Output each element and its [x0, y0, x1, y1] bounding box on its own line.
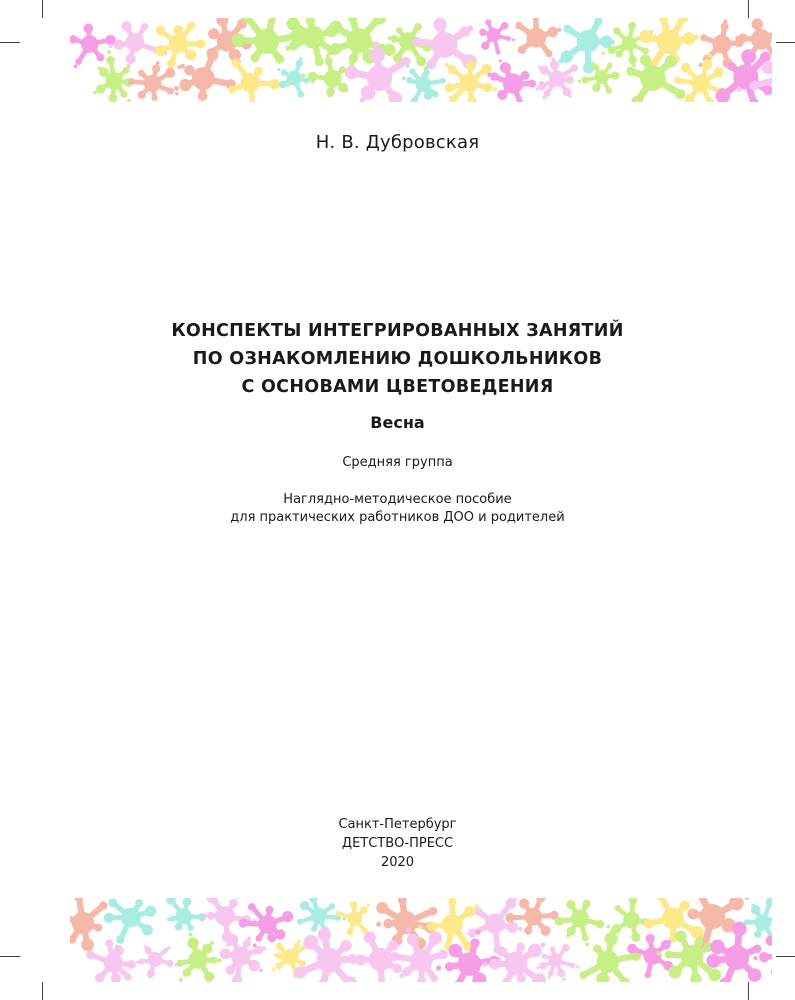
paint-splash: [329, 18, 395, 66]
crop-mark-bottom-right-v: [748, 982, 749, 1000]
paint-splash-border-bottom: [70, 898, 772, 982]
paint-splash: [228, 58, 290, 102]
paint-splash: [487, 62, 543, 102]
crop-mark-top-left-h: [0, 42, 20, 43]
title-line: ПО ОЗНАКОМЛЕНИЮ ДОШКОЛЬНИКОВ: [192, 349, 603, 369]
paint-splash: [70, 898, 108, 958]
description-line: Наглядно-методическое пособие: [283, 492, 512, 507]
paint-splash: [445, 61, 497, 102]
paint-splash: [612, 898, 650, 942]
title-line: С ОСНОВАМИ ЦВЕТОВЕДЕНИЯ: [241, 377, 554, 397]
paint-splash: [155, 21, 205, 68]
book-description: [0, 491, 795, 527]
crop-mark-top-left-v: [42, 0, 43, 18]
season-subtitle: Весна: [370, 413, 425, 432]
author-name: Н. В. Дубровская: [315, 132, 480, 153]
paint-splash: [515, 18, 561, 57]
crop-mark-bottom-right-h: [776, 956, 795, 957]
paint-splash: [418, 898, 478, 951]
imprint: [0, 815, 795, 872]
paint-splash: [301, 54, 348, 98]
age-group: Средняя группа: [342, 455, 453, 470]
paint-splash: [402, 64, 446, 102]
crop-mark-bottom-left-v: [42, 982, 43, 1000]
title-line: КОНСПЕКТЫ ИНТЕГРИРОВАННЫХ ЗАНЯТИЙ: [171, 321, 624, 341]
paint-splash: [558, 18, 614, 73]
paint-splash: [536, 57, 579, 99]
paint-splash: [294, 927, 362, 982]
description-line: для практических работников ДОО и родителей: [230, 510, 565, 525]
paint-splash: [174, 50, 236, 101]
paint-splash: [482, 942, 546, 982]
paint-splash: [336, 901, 371, 935]
paint-splash: [166, 898, 206, 931]
crop-mark-top-right-v: [748, 0, 749, 18]
paint-splash: [479, 19, 515, 62]
imprint-year: 2020: [380, 855, 415, 870]
paint-splash: [555, 900, 611, 947]
crop-mark-top-right-h: [776, 42, 795, 43]
paint-splash-border-top: [70, 18, 772, 102]
imprint-city: Санкт-Петербург: [338, 817, 457, 832]
book-title: [0, 317, 795, 401]
paint-splash-pattern: [70, 898, 772, 982]
imprint-publisher: ДЕТСТВО-ПРЕСС: [341, 836, 454, 851]
paint-splash-pattern: [70, 18, 772, 102]
paint-splash: [176, 932, 221, 982]
crop-mark-bottom-left-h: [0, 956, 20, 957]
paint-splash: [136, 945, 178, 978]
